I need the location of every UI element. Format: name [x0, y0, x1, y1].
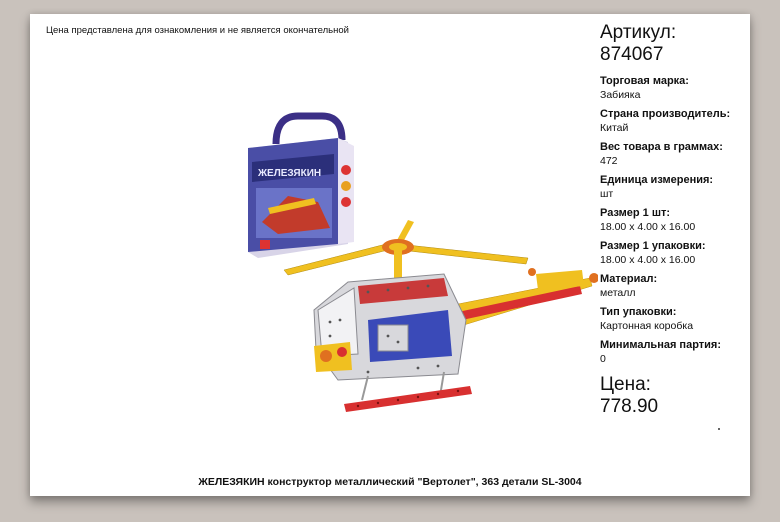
field-weight: [600, 140, 748, 168]
price-value: 778.90: [600, 396, 659, 417]
article-label: Артикул:: [600, 22, 677, 43]
field-label: Вес товара в граммах:: [600, 141, 723, 153]
product-caption: ЖЕЛЕЗЯКИН конструктор металлический "Вертолет", 363 детали SL-3004: [198, 476, 582, 488]
field-value: 18.00 x 4.00 x 16.00: [600, 221, 696, 233]
field-label: Единица измерения:: [600, 174, 714, 186]
price-label: Цена:: [600, 374, 651, 395]
field-value: шт: [600, 188, 614, 200]
field-brand: [600, 74, 748, 102]
product-sheet: [30, 14, 750, 496]
field-min-order: [600, 338, 748, 366]
field-value: Китай: [600, 122, 629, 134]
field-label: Торговая марка:: [600, 75, 689, 87]
field-label: Минимальная партия:: [600, 339, 721, 351]
field-label: Материал:: [600, 273, 658, 285]
article-number: 874067: [600, 44, 664, 65]
stray-dot: [718, 428, 720, 430]
price-notice: Цена представлена для ознакомления и не является окончательной: [46, 25, 349, 36]
field-item-size: [600, 206, 748, 234]
field-value: Забияка: [600, 89, 641, 101]
product-image: [218, 110, 598, 416]
field-package-type: [600, 305, 748, 333]
field-package-size: [600, 239, 748, 267]
field-label: Размер 1 упаковки:: [600, 240, 706, 252]
field-material: [600, 272, 748, 300]
product-info-panel: [600, 22, 748, 418]
field-label: Размер 1 шт:: [600, 207, 671, 219]
box-logo: ЖЕЛЕЗЯКИН: [258, 168, 322, 179]
field-value: 472: [600, 155, 618, 167]
field-country: [600, 107, 748, 135]
product-box: [248, 116, 354, 258]
field-label: Тип упаковки:: [600, 306, 677, 318]
field-unit: [600, 173, 748, 201]
field-value: Картонная коробка: [600, 320, 694, 332]
field-value: 18.00 x 4.00 x 16.00: [600, 254, 696, 266]
field-value: 0: [600, 353, 606, 365]
field-label: Страна производитель:: [600, 108, 731, 120]
helicopter-model: [284, 220, 598, 412]
field-value: металл: [600, 287, 636, 299]
